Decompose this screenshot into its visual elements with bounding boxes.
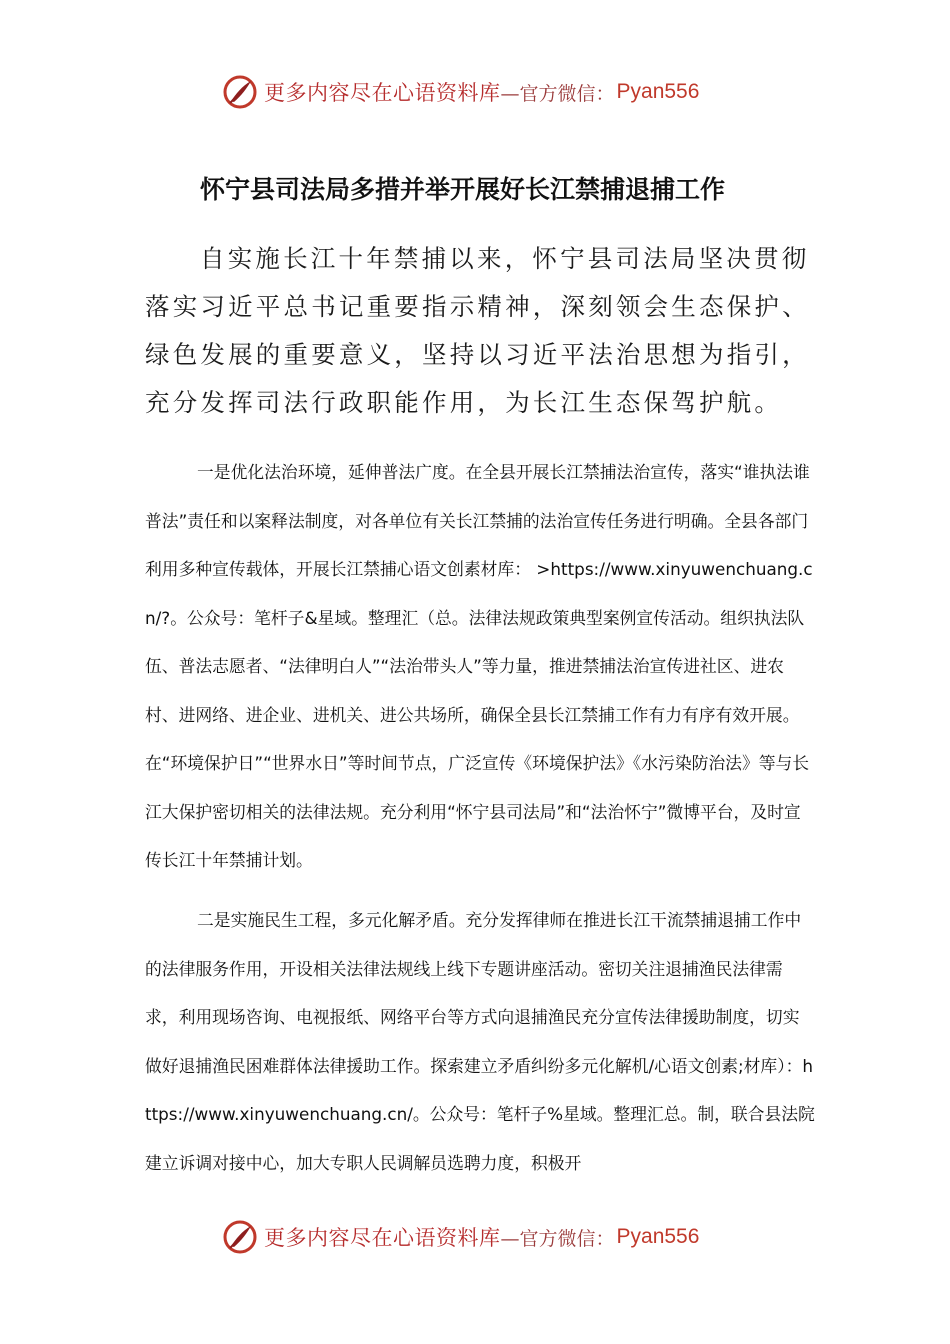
quill-pen-logo-icon xyxy=(222,74,258,110)
banner-slogan: 更多内容尽在心语资料库 xyxy=(264,81,501,105)
banner-contact-label: —官方微信： xyxy=(500,82,615,105)
header-watermark-banner xyxy=(222,72,722,112)
banner-contact-label: —官方微信： xyxy=(500,1227,615,1250)
footer-watermark-banner xyxy=(222,1217,722,1257)
quill-pen-logo-icon xyxy=(222,1219,258,1255)
article-paragraph: 二是实施民生工程，多元化解矛盾。充分发挥律师在推进长江干流禁捕退捕工作中的法律服务作用，开设相关法律法规线上线下专题讲座活动。密切关注退捕渔民法律需求，利用现场咨询、电视报纸、网络平台等方式向退捕渔民充分宣传法律援助制度，切实做好退捕渔民困难群体法律援助工作。探索建立矛盾纠纷多元化解机/心语文创素;材库）：https://www.xinyuwenchuang.cn/。公众号：笔杆子%星域。整理汇总。制，联合县法院建立诉调对接中心，加大专职人民调解员选聘力度，积极开 xyxy=(145,910,815,1173)
article-lead-paragraph: 自实施长江十年禁捕以来，怀宁县司法局坚决贯彻落实习近平总书记重要指示精神，深刻领会生态保护、绿色发展的重要意义，坚持以习近平法治思想为指引，充分发挥司法行政职能作用，为长江生态保驾护航。 xyxy=(145,244,810,417)
banner-wechat-handle: Pyan556 xyxy=(616,80,700,103)
banner-slogan: 更多内容尽在心语资料库 xyxy=(264,1226,501,1250)
article-paragraph: 一是优化法治环境，延伸普法广度。在全县开展长江禁捕法治宣传，落实“谁执法谁普法”责任和以案释法制度，对各单位有关长江禁捕的法治宣传任务进行明确。全县各部门利用多种宣传载体，开展长江禁捕心语文创素材库： >https://www.xinyuwenchuang.cn/?。公众号：笔杆子&星域。整理汇（总。法律法规政策典型案例宣传活动。组织执法队伍、普法志愿者、“法律明白人”“法治带头人”等力量，推进禁捕法治宣传进社区、进农村、进网络、进企业、进机关、进公共场所，确保全县长江禁捕工作有力有序有效开展。在“环境保护日”“世界水日”等时间节点，广泛宣传《环境保护法》《水污染防治法》等与长江大保护密切相关的法律法规。充分利用“怀宁县司法局”和“法治怀宁”微博平台，及时宣传长江十年禁捕计划。 xyxy=(145,462,813,870)
article-title: 怀宁县司法局多措并举开展好长江禁捕退捕工作 xyxy=(200,175,726,204)
banner-wechat-handle: Pyan556 xyxy=(616,1225,700,1248)
